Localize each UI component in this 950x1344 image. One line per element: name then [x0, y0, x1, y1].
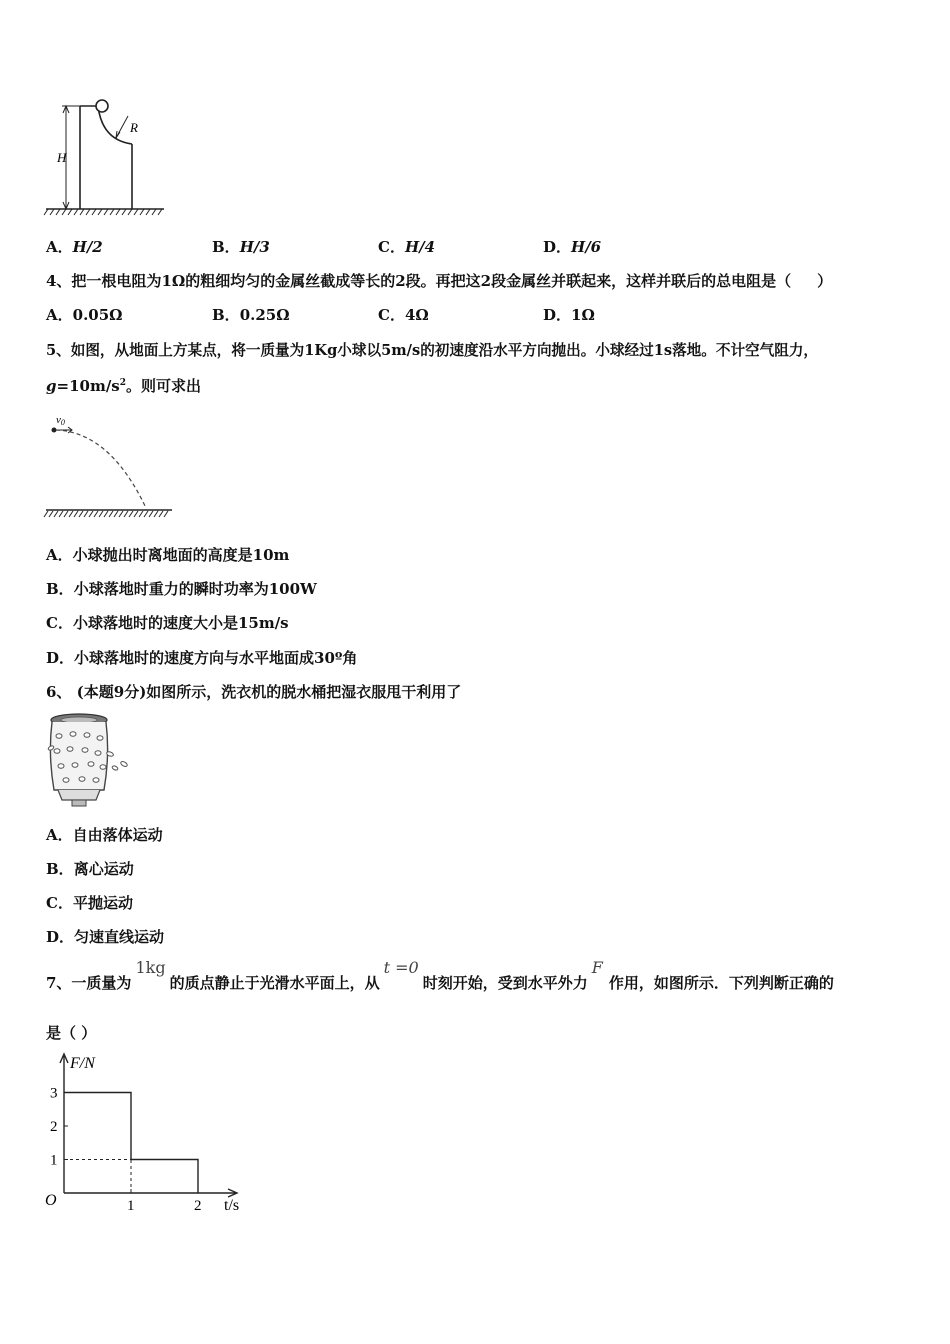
x-tick-label: 2: [194, 1198, 202, 1214]
washing-machine-drum-figure: [44, 710, 139, 808]
q6-option-c[interactable]: C．平抛运动: [46, 894, 133, 912]
label-H: H: [57, 150, 67, 165]
q7-t-zero: t =0: [383, 958, 419, 977]
q4-option-a[interactable]: A．0.05Ω: [46, 306, 123, 324]
q5-stem-line1: 5、如图，从地面上方某点，将一质量为1Kg小球以5m/s的初速度沿水平方向抛出。小球经过1s落地。不计空气阻力，: [46, 342, 819, 359]
q4-stem: 4、把一根电阻为1Ω的粗细均匀的金属丝截成等长的2段。再把这2段金属丝并联起来，这样并联后的总电阻是（ ）: [46, 272, 833, 290]
y-tick-label: 1: [50, 1152, 58, 1169]
q3-figure: [40, 96, 170, 218]
x-axis-label: t/s: [224, 1197, 240, 1214]
q6-option-b[interactable]: B．离心运动: [46, 860, 134, 878]
q4-option-d[interactable]: D．1Ω: [543, 306, 595, 324]
q7-force: F: [591, 958, 603, 977]
q6-option-a[interactable]: A．自由落体运动: [46, 826, 163, 844]
origin-label: O: [45, 1192, 57, 1209]
trajectory: [56, 430, 146, 508]
q7-mass: 1kg: [135, 958, 166, 977]
q5-option-a[interactable]: A．小球抛出时离地面的高度是10m: [46, 546, 290, 564]
q3-option-d[interactable]: D．H/6: [543, 238, 602, 256]
x-tick-label: 1: [127, 1198, 135, 1214]
q5-option-d[interactable]: D．小球落地时的速度方向与水平地面成30º角: [46, 649, 358, 667]
y-tick-label: 3: [50, 1085, 58, 1102]
q5-figure: [40, 410, 180, 525]
launch-point: [52, 428, 57, 433]
ball: [96, 100, 108, 112]
q5-option-c[interactable]: C．小球落地时的速度大小是15m/s: [46, 614, 289, 632]
q7-stem-line2: 是（ ）: [46, 1024, 97, 1042]
ground-hatch: [44, 209, 162, 215]
q4-option-b[interactable]: B．0.25Ω: [212, 306, 290, 324]
q3-option-b[interactable]: B．H/3: [212, 238, 270, 256]
label-v0: v0: [56, 414, 65, 427]
q6-stem: 6、 (本题9分)如图所示，洗衣机的脱水桶把湿衣服甩干利用了: [46, 683, 462, 701]
q5-option-b[interactable]: B．小球落地时重力的瞬时功率为100W: [46, 580, 317, 598]
q3-option-c[interactable]: C．H/4: [378, 238, 436, 256]
label-R: R: [130, 120, 138, 135]
q6-option-d[interactable]: D．匀速直线运动: [46, 928, 165, 946]
q3-option-a[interactable]: A．H/2: [46, 238, 103, 256]
y-axis-label: F/N: [70, 1055, 95, 1072]
q7-stem-line1: 7、一质量为1kg的质点静止于光滑水平面上，从t =0时刻开始，受到水平外力F作用，如图所示．下列判断正确的: [46, 958, 834, 992]
force-time-chart: [40, 1050, 260, 1220]
ground-hatch: [44, 511, 168, 517]
q5-stem-line2: $g=10m/s^2$。则可求出: [46, 377, 202, 395]
q4-option-c[interactable]: C．4Ω: [378, 306, 429, 324]
y-tick-label: 2: [50, 1119, 58, 1135]
